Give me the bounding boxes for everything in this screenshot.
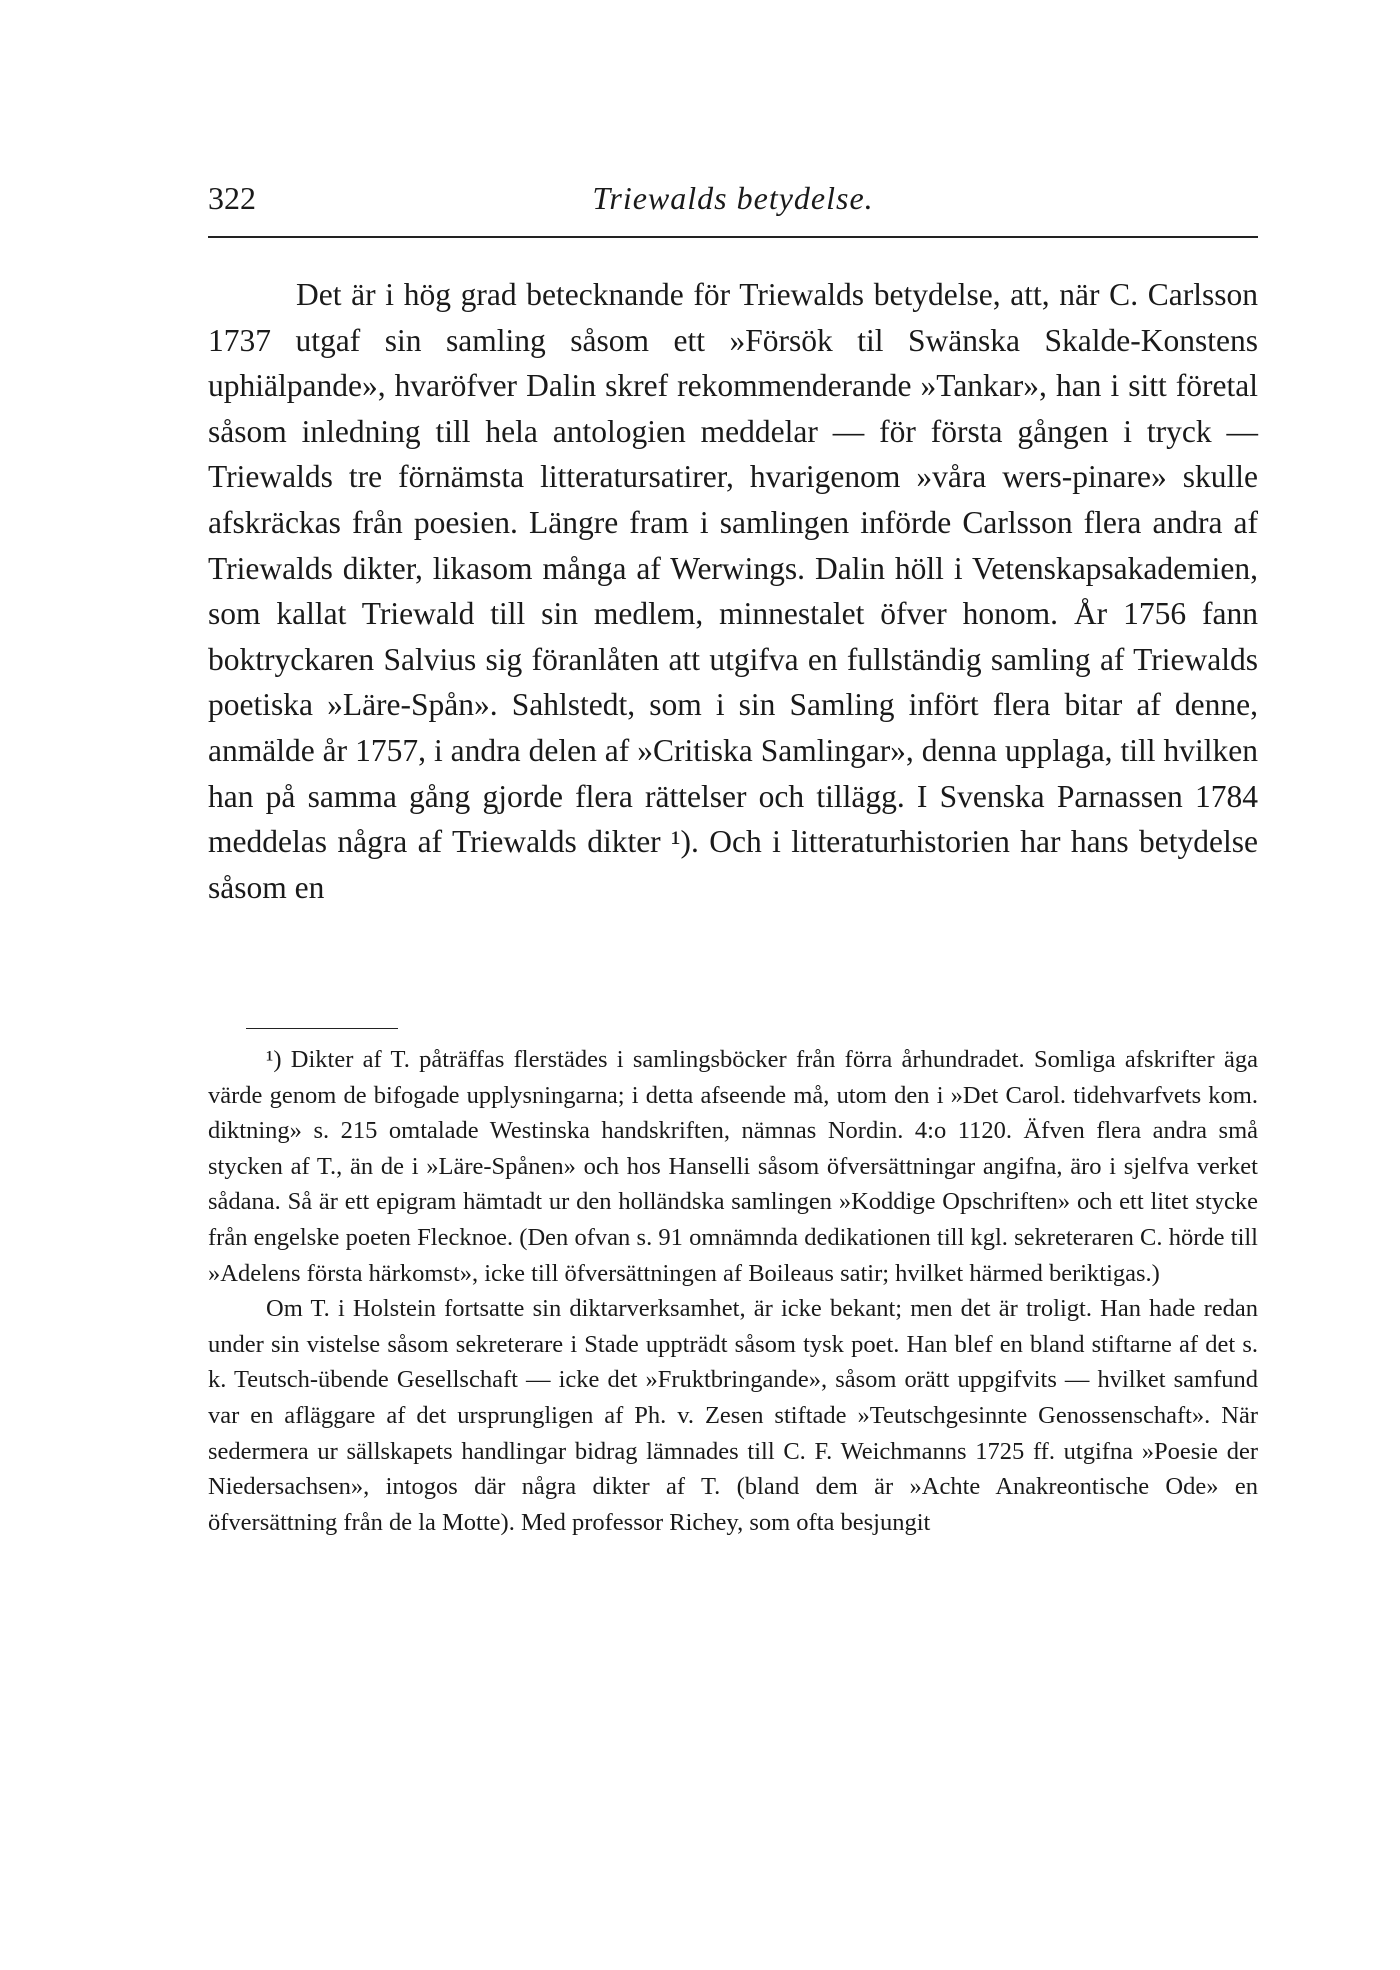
page-number: 322	[208, 180, 256, 216]
footnote-separator	[246, 1028, 398, 1029]
footnotes	[208, 1042, 1258, 1540]
main-text	[208, 272, 1258, 910]
main-paragraph: Det är i hög grad betecknande för Triewalds betydelse, att, när C. Carlsson 1737 utgaf sin samling såsom ett »Försök til Swänska Skalde-Konstens uphiälpande», hvaröfver Dalin skref rekommenderande »Tankar», han i sitt företal såsom inledning till hela antologien meddelar — för första gången i tryck — Triewalds tre förnämsta litteratursatirer, hvarigenom »våra wers-pinare» skulle afskräckas från poesien. Längre fram i samlingen införde Carlsson flera andra af Triewalds dikter, likasom många af Werwings. Dalin höll i Vetenskapsakademien, som kallat Triewald till sin medlem, minnestalet öfver honom. År 1756 fann boktryckaren Salvius sig föranlåten att utgifva en fullständig samling af Triewalds poetiska »Läre-Spån». Sahlstedt, som i sin Samling infört flera bitar af denne, anmälde år 1757, i andra delen af »Critiska Samlingar», denna upplaga, till hvilken han på samma gång gjorde flera rättelser och tillägg. I Svenska Parnassen 1784 meddelas några af Triewalds dikter ¹). Och i litteraturhistorien har hans betydelse såsom en	[208, 277, 1258, 905]
footnote-1: ¹) Dikter af T. påträffas flerstädes i samlingsböcker från förra århundradet. Somliga afskrifter äga värde genom de bifogade upplysningarna; i detta afseende må, utom den i »Det Carol. tidehvarfvets kom. diktning» s. 215 omtalade Westinska handskriften, nämnas Nordin. 4:o 1120. Äfven flera andra små stycken af T., än de i »Läre-Spånen» och hos Hanselli såsom öfversättningar angifna, äro i sjelfva verket sådana. Så är ett epigram hämtadt ur den holländska samlingen »Koddige Opschriften» och ett litet stycke från engelske poeten Flecknoe. (Den ofvan s. 91 omnämnda dedikationen till kgl. sekreteraren C. hörde till »Adelens första härkomst», icke till öfversättningen af Boileaus satir; hvilket härmed beriktigas.)	[208, 1046, 1258, 1287]
footnote-continuation: Om T. i Holstein fortsatte sin diktarverksamhet, är icke bekant; men det är troligt. Han hade redan under sin vistelse såsom sekreterare i Stade uppträdt såsom tysk poet. Han blef en bland stiftarne af det s. k. Teutsch-übende Gesellschaft — icke det »Fruktbringande», såsom orätt uppgifvits — hvilket samfund var en afläggare af det ursprungligen af Ph. v. Zesen stiftade »Teutschgesinnte Genossenschaft». När sedermera ur sällskapets handlingar bidrag lämnades till C. F. Weichmanns 1725 ff. utgifna »Poesie der Niedersachsen», intogos där några dikter af T. (bland dem är »Achte Anakreontische Ode» en öfversättning från de la Motte). Med professor Richey, som ofta besjungit	[208, 1295, 1258, 1536]
book-page	[208, 180, 1258, 1536]
header-rule	[208, 236, 1258, 238]
running-head: Triewalds betydelse.	[592, 180, 874, 216]
page-header	[208, 180, 1258, 230]
